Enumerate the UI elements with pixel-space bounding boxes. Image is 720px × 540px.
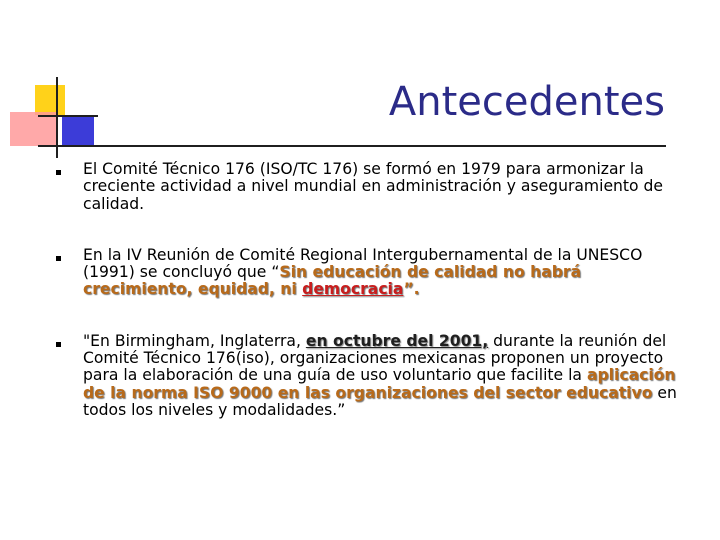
bullet-text: En la IV Reunión de Comité Regional Intergubernamental de la UNESCO (1991) se concluyó que “ [83,245,643,282]
bullet-square-icon [56,170,61,175]
bullet-item [50,161,690,213]
bullet-text-end: en todos los niveles y modalidades.” [83,383,677,419]
emphasis-democracia: democracia [302,280,404,299]
slide-title: Antecedentes [388,79,665,125]
bullet-text: "En Birmingham, Inglaterra, [83,331,306,350]
bullet-list [50,161,690,453]
bullet-square-icon [56,256,61,261]
emphasis-quote-end: ”. [403,280,420,299]
emphasis-date: en octubre del 2001, [305,331,489,350]
logo-red-square [10,112,56,146]
bullet-text: El Comité Técnico 176 (ISO/TC 176) se formó en 1979 para armonizar la creciente actividad a nivel mundial en administración y aseguramiento de calidad. [83,160,664,213]
logo-yellow-square [35,85,65,115]
emphasis-quote: Sin educación de calidad no habrá crecimiento, equidad, ni [83,263,582,299]
bullet-square-icon [56,342,61,347]
bullet-item [50,247,690,299]
title-underline [38,145,666,147]
bullet-text-mid: durante la reunión del Comité Técnico 176(iso), organizaciones mexicanas proponen un proyecto para la elaboración de una guía de uso voluntario que facilite la [83,331,667,385]
bullet-item [50,333,690,419]
logo-blue-square [62,115,94,145]
emphasis-iso9000: aplicación de la norma ISO 9000 en las organizaciones del sector educativo [83,366,676,402]
